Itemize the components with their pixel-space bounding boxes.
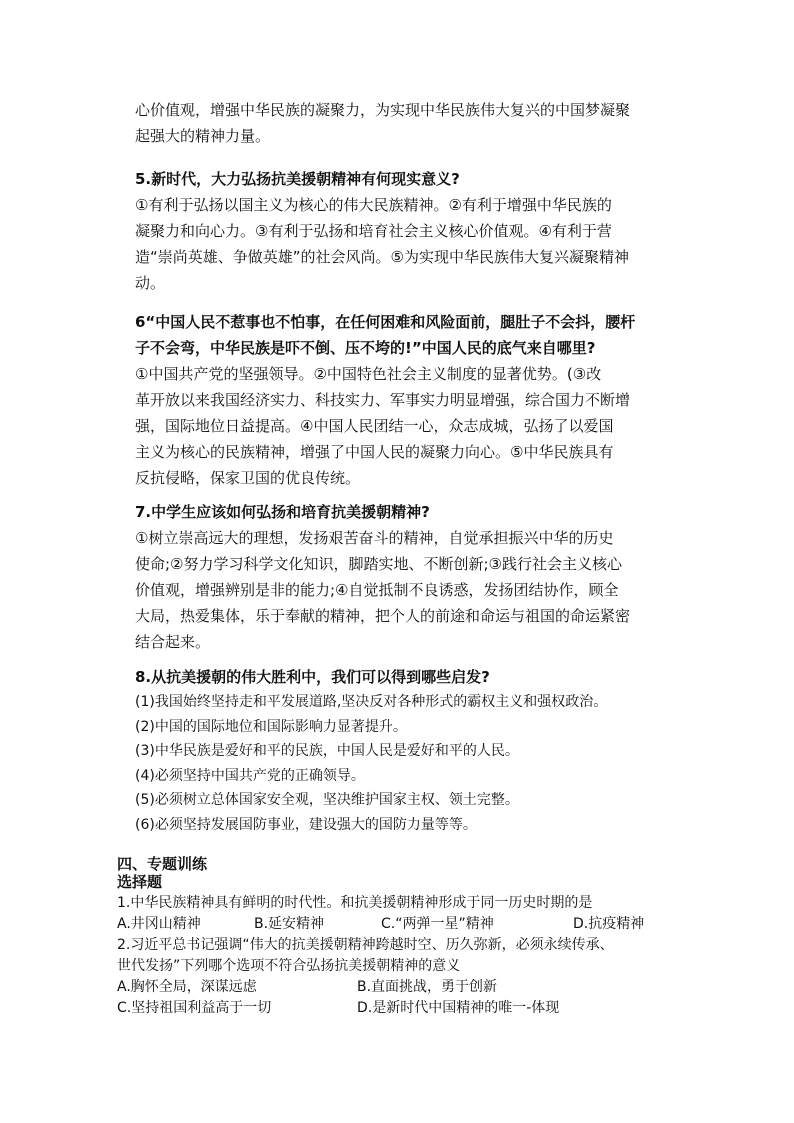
question-6-title-line: 6“中国人民不惹事也不怕事，在任何困难和风险面前，腿肚子不会抖，腰杆 — [135, 313, 636, 331]
exercise-2-stem-line: 2.习近平总书记强调“伟大的抗美援朝精神跨越时空、历久弥新，必须永续传承、 — [117, 937, 614, 953]
exercise-2-option-c: C.坚持祖国利益高于一切 — [117, 1000, 272, 1016]
section-heading: 四、专题训练 — [117, 855, 208, 873]
question-5-answer-line: 凝聚力和向心力。③有利于弘扬和培育社会主义核心价值观。④有利于营 — [135, 222, 612, 240]
list-item: (2)中国的国际地位和国际影响力显著提升。 — [135, 718, 407, 735]
intro-line: 起强大的精神力量。 — [135, 127, 271, 145]
question-6-answer-line: 主义为核心的民族精神，增强了中国人民的凝聚力向心。⑤中华民族具有 — [135, 443, 614, 461]
list-item: (6)必须坚持发展国防事业，建设强大的国防力量等等。 — [135, 816, 477, 833]
exercise-2-option-d: D.是新时代中国精神的唯一-体现 — [357, 1000, 560, 1016]
question-6-answer-line: ①中国共产党的坚强领导。②中国特色社会主义制度的显著优势。(③改 — [135, 365, 602, 383]
question-7-answer-line: 使命;②努力学习科学文化知识，脚踏实地、不断创新;③践行社会主义核心 — [135, 555, 623, 573]
question-6-answer-line: 革开放以来我国经济实力、科技实力、军事实力明显增强，综合国力不断增 — [135, 391, 631, 409]
exercise-2-option-b: B.直面挑战，勇于创新 — [357, 979, 498, 995]
list-item: (4)必须坚持中国共产党的正确领导。 — [135, 767, 365, 784]
question-8-list — [135, 690, 607, 837]
question-5-answer-line: ①有利于弘扬以国主义为核心的伟大民族精神。②有利于增强中华民族的 — [135, 196, 612, 214]
question-5-answer-line: 动。 — [135, 274, 166, 292]
exercise-2-stem — [117, 935, 614, 977]
question-7-answer-line: 大局，热爱集体，乐于奉献的精神，把个人的前途和命运与祖国的命运紧密 — [135, 607, 631, 625]
list-item: (5)必须树立总体国家安全观，坚决维护国家主权、领土完整。 — [135, 792, 519, 808]
exercise-1-stem: 1.中华民族精神具有鲜明的时代性。和抗美援朝精神形成于同一历史时期的是 — [117, 895, 593, 911]
exercise-2-options-row-2 — [117, 998, 559, 1019]
section-subheading: 选择题 — [117, 873, 163, 891]
exercise-1-option-b: B.延安精神 — [254, 916, 325, 932]
intro-paragraph — [135, 97, 630, 149]
question-5-title: 5.新时代，大力弘扬抗美援朝精神有何现实意义? — [135, 170, 460, 188]
question-7-title: 7.中学生应该如何弘扬和培育抗美援朝精神? — [135, 503, 430, 521]
exercise-2-stem-line: 世代发扬”下列哪个选项不符合弘扬抗美援朝精神的意义 — [117, 958, 461, 974]
exercise-1-option-a: A.井冈山精神 — [117, 916, 201, 932]
exercise-2-options-row-1 — [117, 977, 497, 998]
exercise-1-options — [117, 914, 644, 935]
question-5 — [135, 166, 629, 296]
question-7-answer-line: 结合起来。 — [135, 633, 211, 651]
question-8-title: 8.从抗美援朝的伟大胜利中，我们可以得到哪些启发? — [135, 668, 490, 686]
question-5-answer-line: 造“崇尚英雄、争做英雄”的社会风尚。⑤为实现中华民族伟大复兴凝聚精神 — [135, 248, 629, 266]
exercise-1-option-c: C.“两弹一星”精神 — [381, 916, 494, 932]
question-7-answer-line: ①树立崇高远大的理想，发扬艰苦奋斗的精神，自觉承担振兴中华的历史 — [135, 529, 614, 547]
exercise-1-option-d: D.抗疫精神 — [573, 916, 645, 932]
question-6-answer-line: 强，国际地位日益提高。④中国人民团结一心，众志成城，弘扬了以爱国 — [135, 417, 614, 435]
list-item: (1)我国始终坚持走和平发展道路,坚决反对各种形式的霸权主义和强权政治。 — [135, 694, 608, 710]
list-item: (3)中华民族是爱好和平的民族，中国人民是爱好和平的人民。 — [135, 743, 519, 759]
question-7-answer-line: 价值观，增强辨别是非的能力;④自觉抵制不良诱惑，发扬团结协作，顾全 — [135, 581, 619, 599]
question-6-answer-line: 反抗侵略，保家卫国的优良传统。 — [135, 469, 361, 487]
question-6-title-line: 子不会弯，中华民族是吓不倒、压不垮的!”中国人民的底气来自哪里? — [135, 339, 596, 357]
exercise-2-option-a: A.胸怀全局，深谋远虑 — [117, 979, 257, 995]
intro-line: 心价值观，增强中华民族的凝聚力，为实现中华民族伟大复兴的中国梦凝聚 — [135, 101, 631, 119]
question-7 — [135, 499, 630, 655]
question-6 — [135, 309, 635, 491]
